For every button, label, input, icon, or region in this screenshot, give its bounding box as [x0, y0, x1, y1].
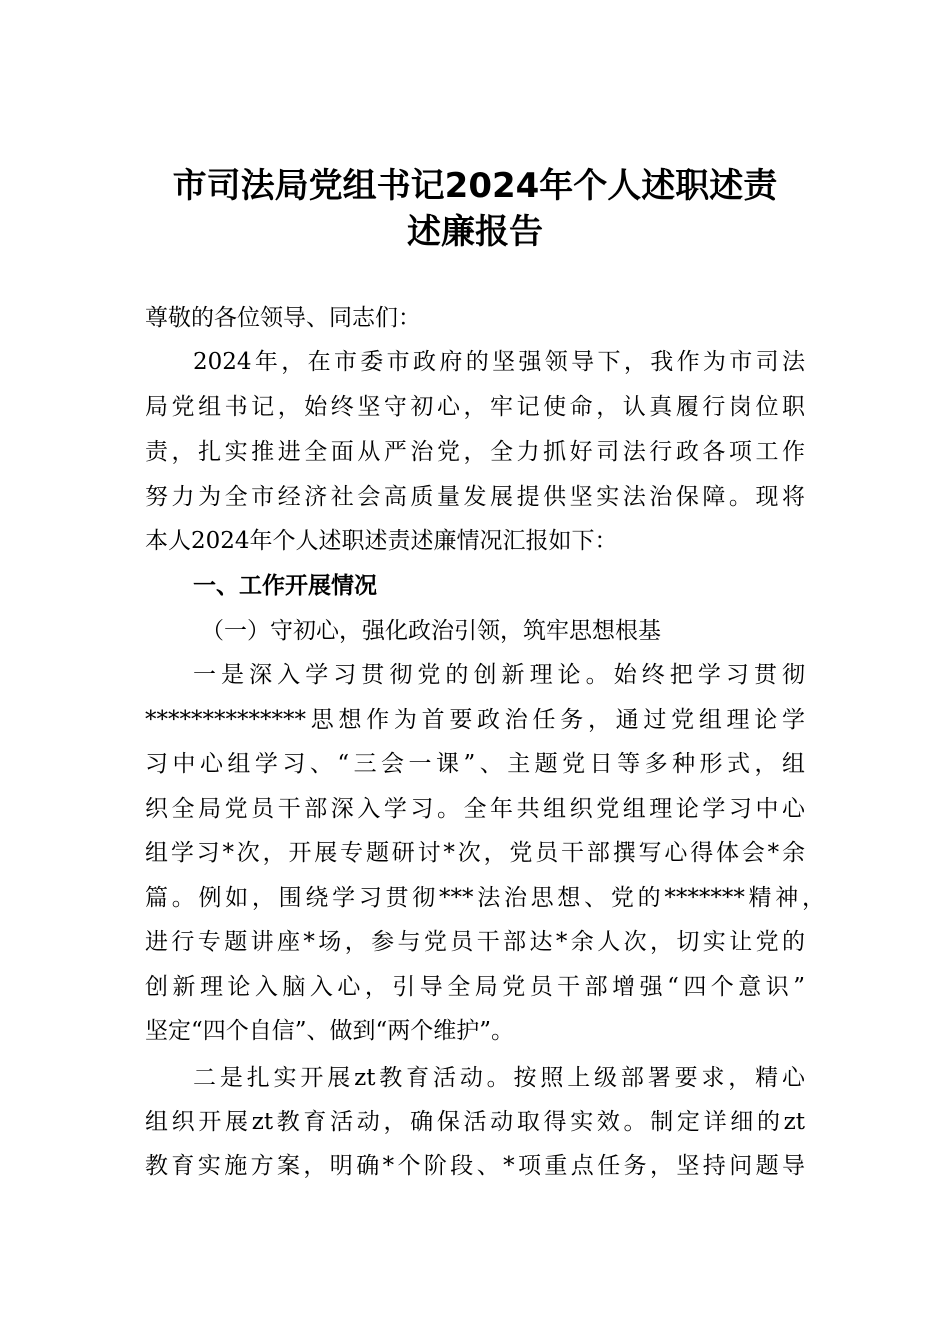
body-line: 组织开展zt教育活动，确保活动取得实效。制定详细的zt: [145, 1109, 805, 1135]
body-line: 组学习*次，开展专题研讨*次，党员干部撰写心得体会*余: [145, 840, 805, 866]
body-line: 努力为全市经济社会高质量发展提供坚实法治保障。现将: [145, 484, 805, 510]
body-line: 织全局党员干部深入学习。全年共组织党组理论学习中心: [145, 796, 805, 822]
document-title-line-2: 述廉报告: [407, 212, 543, 252]
body-line: 2024年，在市委市政府的坚强领导下，我作为市司法: [193, 349, 805, 375]
body-line: 进行专题讲座*场，参与党员干部达*余人次，切实让党的: [145, 929, 805, 955]
section-heading: 一、工作开展情况: [193, 573, 377, 599]
body-line: 坚定“四个自信”、做到“两个维护”。: [145, 1018, 515, 1044]
body-line: 篇。例如，围绕学习贯彻***法治思想、党的*******精神，: [145, 885, 825, 911]
body-line: 创新理论入脑入心，引导全局党员干部增强“四个意识”: [145, 974, 805, 1000]
greeting: 尊敬的各位领导、同志们：: [145, 305, 421, 331]
body-line: 二是扎实开展zt教育活动。按照上级部署要求，精心: [193, 1065, 805, 1091]
body-line: 教育实施方案，明确*个阶段、*项重点任务，坚持问题导: [145, 1153, 805, 1179]
body-line: 局党组书记，始终坚守初心，牢记使命，认真履行岗位职: [145, 394, 805, 420]
body-line: **************思想作为首要政治任务，通过党组理论学: [145, 707, 805, 733]
body-line: 一是深入学习贯彻党的创新理论。始终把学习贯彻: [193, 662, 805, 688]
body-line: 本人2024年个人述职述责述廉情况汇报如下：: [145, 528, 618, 554]
body-line: 习中心组学习、“三会一课”、主题党日等多种形式，组: [145, 751, 805, 777]
document-title-line-1: 市司法局党组书记2024年个人述职述责: [172, 166, 778, 206]
body-line: 责，扎实推进全面从严治党，全力抓好司法行政各项工作: [145, 439, 805, 465]
subsection-heading: （一）守初心，强化政治引领，筑牢思想根基: [201, 618, 661, 644]
